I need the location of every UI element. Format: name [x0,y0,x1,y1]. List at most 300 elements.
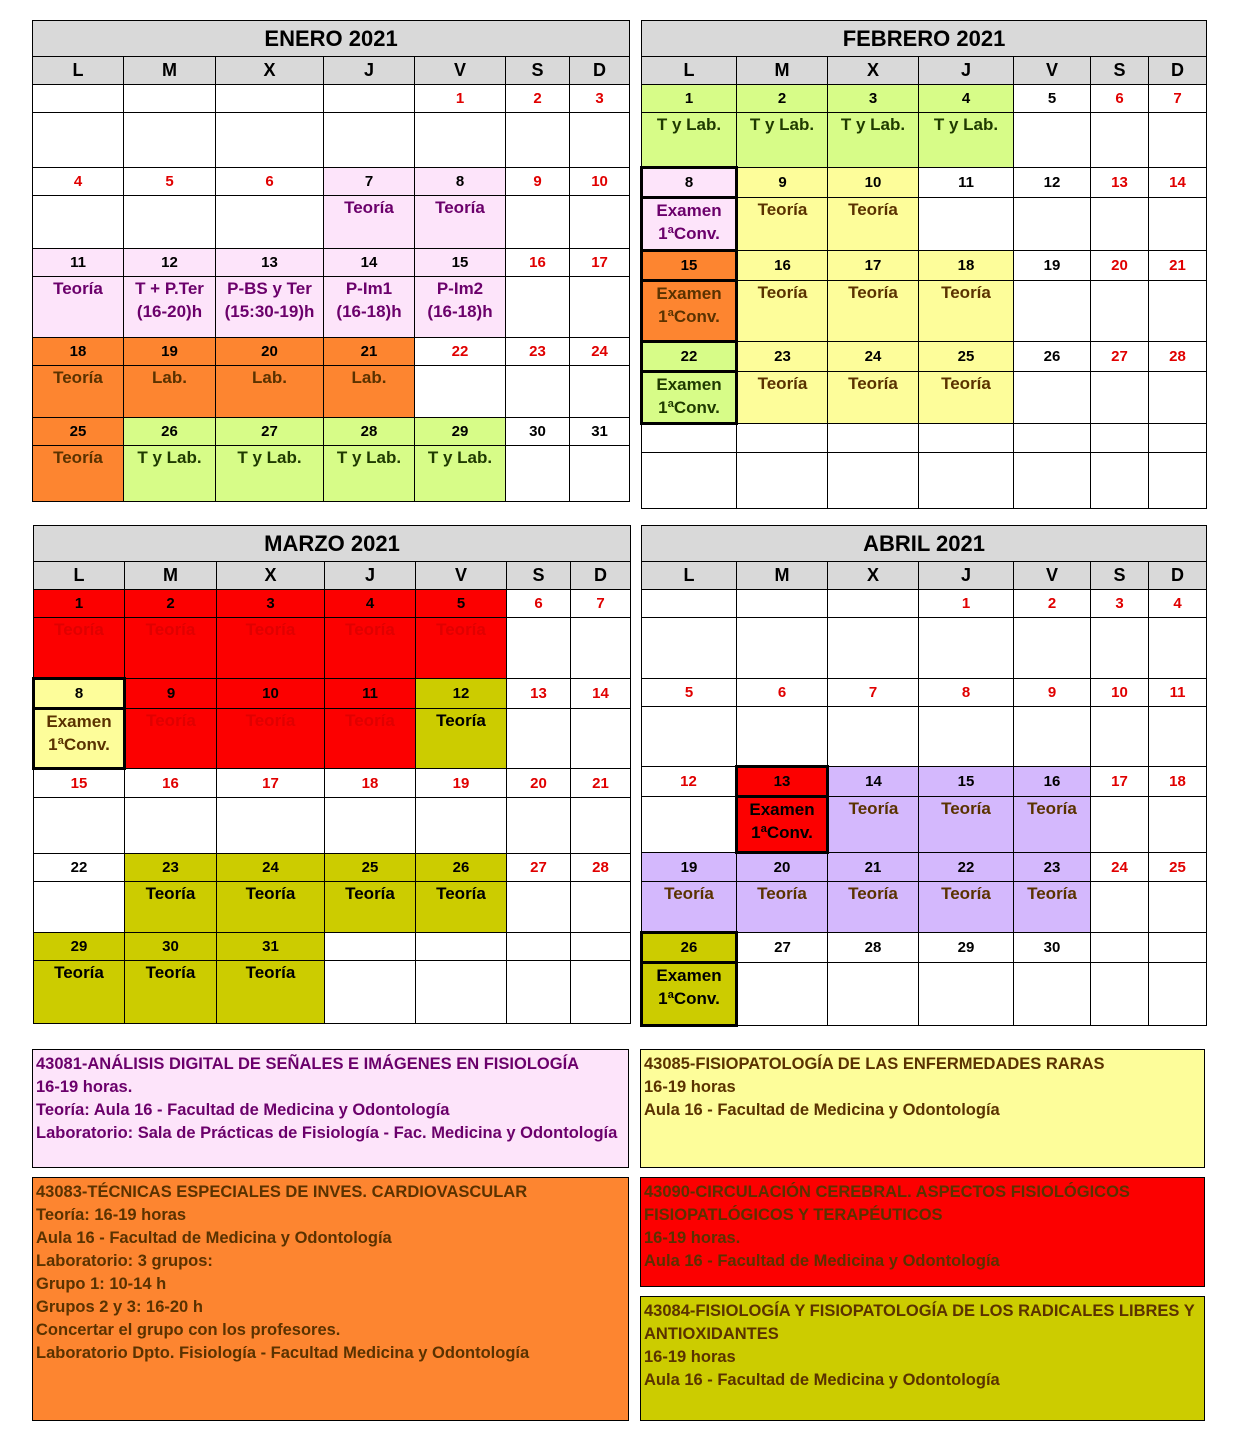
day-event [1014,963,1091,1026]
legend-43083: 43083-TÉCNICAS ESPECIALES DE INVES. CARDIOVASCULAR Teoría: 16-19 horas Aula 16 - Facultad de Medicina y Odontología Laboratorio: 3 grupos: Grupo 1: 10-14 h Grupos 2 y 3: 16-20 h Concertar el grupo con los profesores. Laboratorio Dpto. Fisiología - Facultad Medicina y Odontología [32,1177,629,1421]
day-event [1014,198,1091,251]
day-event: Teoría [217,882,325,933]
day-event: Teoría [125,882,217,933]
day-number: 23 [506,338,570,366]
day-event [1091,963,1149,1026]
month-title: ENERO 2021 [33,21,630,57]
day-number [507,933,571,961]
day-number: 7 [1149,85,1207,113]
day-number: 15 [919,767,1014,797]
day-number: 6 [1091,85,1149,113]
day-event: T y Lab. [124,446,216,502]
day-number [33,85,124,113]
weekday-header: L [642,562,737,590]
day-event [570,113,630,168]
day-event [1014,618,1091,679]
day-number: 26 [416,854,507,882]
day-number [642,424,737,453]
day-number: 10 [828,168,919,198]
legend-43081: 43081-ANÁLISIS DIGITAL DE SEÑALES E IMÁGENES EN FISIOLOGÍA 16-19 horas. Teoría: Aula 16 - Facultad de Medicina y Odontología Laboratorio: Sala de Prácticas de Fisiología - Fac. Medicina y Odontología [32,1049,629,1168]
day-event [919,963,1014,1026]
day-event [1014,453,1091,509]
day-number: 11 [919,168,1014,198]
weekday-header: L [33,57,124,85]
day-number [324,85,415,113]
day-number: 7 [324,168,415,196]
day-event: Examen 1ªConv. [642,198,737,251]
day-number: 12 [1014,168,1091,198]
day-number: 21 [571,769,631,798]
day-event: Teoría [828,797,919,853]
day-event: Teoría [737,198,828,251]
day-event: T y Lab. [737,113,828,168]
day-number: 27 [216,418,324,446]
day-event [919,618,1014,679]
day-event: Teoría [416,709,507,769]
day-event [828,963,919,1026]
day-number: 24 [1091,853,1149,882]
day-number: 9 [1014,679,1091,707]
day-number: 4 [325,590,416,618]
day-number: 27 [507,854,571,882]
day-number: 2 [125,590,217,618]
day-number: 9 [506,168,570,196]
day-number: 8 [34,679,125,709]
day-event [1091,113,1149,168]
weekday-header: V [1014,57,1091,85]
day-number: 24 [217,854,325,882]
day-number: 21 [324,338,415,366]
day-event [1149,113,1207,168]
day-event [216,113,324,168]
day-number [919,424,1014,453]
day-number: 11 [325,679,416,709]
day-event [642,797,737,853]
day-number: 11 [1149,679,1207,707]
day-event [1091,618,1149,679]
day-event: Teoría [34,618,125,679]
day-number: 31 [570,418,630,446]
weekday-header: M [124,57,216,85]
weekday-header: D [1149,57,1207,85]
day-event [324,113,415,168]
day-number [737,590,828,618]
day-event [1149,453,1207,509]
day-event [1014,372,1091,424]
day-number: 28 [324,418,415,446]
day-number: 22 [34,854,125,882]
month-title: FEBRERO 2021 [642,21,1207,57]
day-number: 29 [919,933,1014,963]
day-number: 1 [415,85,506,113]
day-event: Teoría [33,366,124,418]
day-event [325,798,416,854]
day-event: Examen 1ªConv. [737,797,828,853]
legend-43085: 43085-FISIOPATOLOGÍA DE LAS ENFERMEDADES RARAS 16-19 horas Aula 16 - Facultad de Medicina y Odontología [640,1049,1205,1168]
calendar-enero [32,20,629,502]
weekday-header: X [216,57,324,85]
day-event [828,618,919,679]
day-number: 28 [571,854,631,882]
weekday-header: X [828,562,919,590]
day-event: T y Lab. [415,446,506,502]
day-number: 12 [124,249,216,277]
day-event [1091,882,1149,933]
day-event [1014,113,1091,168]
day-number: 16 [737,251,828,281]
day-event: Lab. [216,366,324,418]
day-number [1091,933,1149,963]
day-number: 14 [1149,168,1207,198]
day-number [571,933,631,961]
day-event [34,882,125,933]
day-number: 26 [124,418,216,446]
day-event: Examen 1ªConv. [642,281,737,342]
day-event [919,453,1014,509]
day-number: 5 [642,679,737,707]
day-event: Teoría [34,961,125,1024]
day-number: 21 [1149,251,1207,281]
day-event [1091,453,1149,509]
day-event: Teoría [919,372,1014,424]
day-number: 7 [828,679,919,707]
day-number: 11 [33,249,124,277]
day-event [737,453,828,509]
day-number: 1 [642,85,737,113]
day-number: 2 [1014,590,1091,618]
day-number: 24 [570,338,630,366]
calendar-febrero [640,20,1205,509]
day-event: Examen 1ªConv. [642,963,737,1026]
legend-43084: 43084-FISIOLOGÍA Y FISIOPATOLOGÍA DE LOS RADICALES LIBRES Y ANTIOXIDANTES 16-19 horas Aula 16 - Facultad de Medicina y Odontología [640,1296,1205,1421]
day-event: Teoría [217,709,325,769]
day-event: Teoría [1014,882,1091,933]
day-number: 4 [33,168,124,196]
day-number: 9 [125,679,217,709]
day-number: 30 [125,933,217,961]
day-event: Teoría [125,961,217,1024]
day-number: 30 [506,418,570,446]
day-number: 9 [737,168,828,198]
day-number: 17 [828,251,919,281]
calendar-marzo [32,525,629,1024]
day-event: Teoría [325,709,416,769]
day-number: 29 [415,418,506,446]
day-number: 8 [415,168,506,196]
day-event [506,366,570,418]
day-number: 20 [507,769,571,798]
day-number: 25 [33,418,124,446]
month-title: MARZO 2021 [34,526,631,562]
day-number [416,933,507,961]
weekday-header: J [325,562,416,590]
day-event: Teoría [642,882,737,933]
day-event [571,961,631,1024]
day-event: Teoría [737,281,828,342]
day-event [124,196,216,249]
weekday-header: D [571,562,631,590]
day-event [828,453,919,509]
day-event: Teoría [828,372,919,424]
day-event [416,961,507,1024]
day-event [1149,618,1207,679]
day-event [507,882,571,933]
day-number: 19 [642,853,737,882]
day-event [33,196,124,249]
day-event: P-Im2 (16-18)h [415,277,506,338]
day-event [1091,198,1149,251]
legend-43090: 43090-CIRCULACIÓN CEREBRAL. ASPECTOS FISIOLÓGICOS FISIOPATLÓGICOS Y TERAPÉUTICOS 16-19 horas. Aula 16 - Facultad de Medicina y Odontología [640,1177,1205,1287]
day-number: 16 [125,769,217,798]
weekday-header: J [324,57,415,85]
day-event [125,798,217,854]
month-table [640,525,1207,1027]
day-event: Teoría [324,196,415,249]
day-event [1149,372,1207,424]
day-number [325,933,416,961]
day-number: 13 [216,249,324,277]
weekday-header: V [415,57,506,85]
day-event [1149,882,1207,933]
month-table [640,20,1207,509]
day-event [737,707,828,767]
day-number: 28 [1149,342,1207,372]
day-event: Teoría [125,618,217,679]
day-event: Teoría [737,372,828,424]
day-event: T y Lab. [216,446,324,502]
day-number: 15 [415,249,506,277]
day-event: Teoría [416,618,507,679]
day-number: 5 [1014,85,1091,113]
weekday-header: V [416,562,507,590]
day-number: 14 [324,249,415,277]
day-number: 22 [642,342,737,372]
day-event [1091,707,1149,767]
day-event: T y Lab. [919,113,1014,168]
day-number: 25 [325,854,416,882]
day-event: P-Im1 (16-18)h [324,277,415,338]
day-event [124,113,216,168]
day-number: 17 [570,249,630,277]
day-event [415,366,506,418]
day-number [1149,933,1207,963]
day-number: 18 [1149,767,1207,797]
day-event: Teoría [125,709,217,769]
day-event: Teoría [737,882,828,933]
day-number: 7 [571,590,631,618]
day-event [506,277,570,338]
day-event [217,798,325,854]
day-number: 10 [1091,679,1149,707]
weekday-header: M [737,57,828,85]
day-event [1014,707,1091,767]
day-event: Teoría [33,446,124,502]
weekday-header: S [507,562,571,590]
weekday-header: L [34,562,125,590]
day-number: 13 [507,679,571,709]
day-event: Teoría [828,882,919,933]
day-event: Examen 1ªConv. [34,709,125,769]
day-event [506,446,570,502]
day-number: 18 [33,338,124,366]
day-number: 16 [506,249,570,277]
day-number: 10 [217,679,325,709]
day-number: 5 [124,168,216,196]
day-number: 10 [570,168,630,196]
day-event: Teoría [325,882,416,933]
day-event: Teoría [828,198,919,251]
day-event: Teoría [217,618,325,679]
day-number: 26 [642,933,737,963]
day-event [570,446,630,502]
day-number: 17 [1091,767,1149,797]
day-event [1149,707,1207,767]
day-number: 23 [125,854,217,882]
day-number: 8 [642,168,737,198]
weekday-header: J [919,562,1014,590]
day-number: 12 [642,767,737,797]
day-event [571,882,631,933]
day-number: 6 [216,168,324,196]
weekday-header: S [1091,57,1149,85]
day-number: 1 [919,590,1014,618]
weekday-header: X [828,57,919,85]
day-event: Lab. [324,366,415,418]
day-event [216,196,324,249]
day-number: 19 [1014,251,1091,281]
day-number: 20 [216,338,324,366]
day-event [570,366,630,418]
day-number: 2 [737,85,828,113]
day-number: 18 [325,769,416,798]
day-event [1149,281,1207,342]
day-event [1091,797,1149,853]
day-number: 25 [1149,853,1207,882]
weekday-header: D [1149,562,1207,590]
day-event: Teoría [325,618,416,679]
day-event [507,618,571,679]
day-number [642,590,737,618]
day-number: 14 [571,679,631,709]
day-number: 6 [507,590,571,618]
weekday-header: M [737,562,828,590]
day-event: Teoría [919,882,1014,933]
day-number: 1 [34,590,125,618]
day-number: 2 [506,85,570,113]
day-event: Teoría [919,281,1014,342]
day-event [506,196,570,249]
day-event [570,196,630,249]
day-event [828,707,919,767]
day-event [919,198,1014,251]
day-number: 26 [1014,342,1091,372]
day-event: Teoría [919,797,1014,853]
day-number: 27 [1091,342,1149,372]
day-number: 20 [737,853,828,882]
day-number: 21 [828,853,919,882]
day-number: 22 [415,338,506,366]
day-event: T y Lab. [324,446,415,502]
day-event [737,963,828,1026]
day-number: 27 [737,933,828,963]
day-number: 19 [124,338,216,366]
day-number [1149,424,1207,453]
day-event [1091,372,1149,424]
day-event [325,961,416,1024]
day-event [1149,198,1207,251]
day-event: P-BS y Ter (15:30-19)h [216,277,324,338]
day-number [828,590,919,618]
day-number: 28 [828,933,919,963]
day-number: 19 [416,769,507,798]
day-number: 15 [642,251,737,281]
day-event [34,798,125,854]
day-event [570,277,630,338]
day-number: 14 [828,767,919,797]
day-event [33,113,124,168]
day-number: 16 [1014,767,1091,797]
day-number: 6 [737,679,828,707]
day-number: 17 [217,769,325,798]
day-event: Teoría [415,196,506,249]
day-number: 25 [919,342,1014,372]
month-table [32,525,631,1024]
day-event [1149,797,1207,853]
day-event: Teoría [1014,797,1091,853]
day-number: 3 [570,85,630,113]
calendar-abril [640,525,1205,1027]
day-number [216,85,324,113]
day-number: 4 [919,85,1014,113]
day-event [1091,281,1149,342]
weekday-header: X [217,562,325,590]
day-event: Examen 1ªConv. [642,372,737,424]
day-number: 4 [1149,590,1207,618]
day-event [642,618,737,679]
day-event: T + P.Ter (16-20)h [124,277,216,338]
day-number: 31 [217,933,325,961]
day-event [506,113,570,168]
day-event: T y Lab. [828,113,919,168]
day-number [1091,424,1149,453]
day-event: Teoría [33,277,124,338]
day-event [571,798,631,854]
day-event: Teoría [217,961,325,1024]
day-number: 3 [217,590,325,618]
weekday-header: D [570,57,630,85]
day-number: 3 [828,85,919,113]
day-number: 22 [919,853,1014,882]
day-event [642,707,737,767]
day-event [571,618,631,679]
day-event [737,618,828,679]
day-event: Teoría [416,882,507,933]
day-number [828,424,919,453]
day-number [124,85,216,113]
day-event: Teoría [828,281,919,342]
day-number [1014,424,1091,453]
day-event [919,707,1014,767]
day-number: 13 [1091,168,1149,198]
weekday-header: M [125,562,217,590]
weekday-header: S [1091,562,1149,590]
day-event [1149,963,1207,1026]
day-event [507,709,571,769]
day-event: Lab. [124,366,216,418]
day-event [507,961,571,1024]
day-number: 15 [34,769,125,798]
weekday-header: L [642,57,737,85]
